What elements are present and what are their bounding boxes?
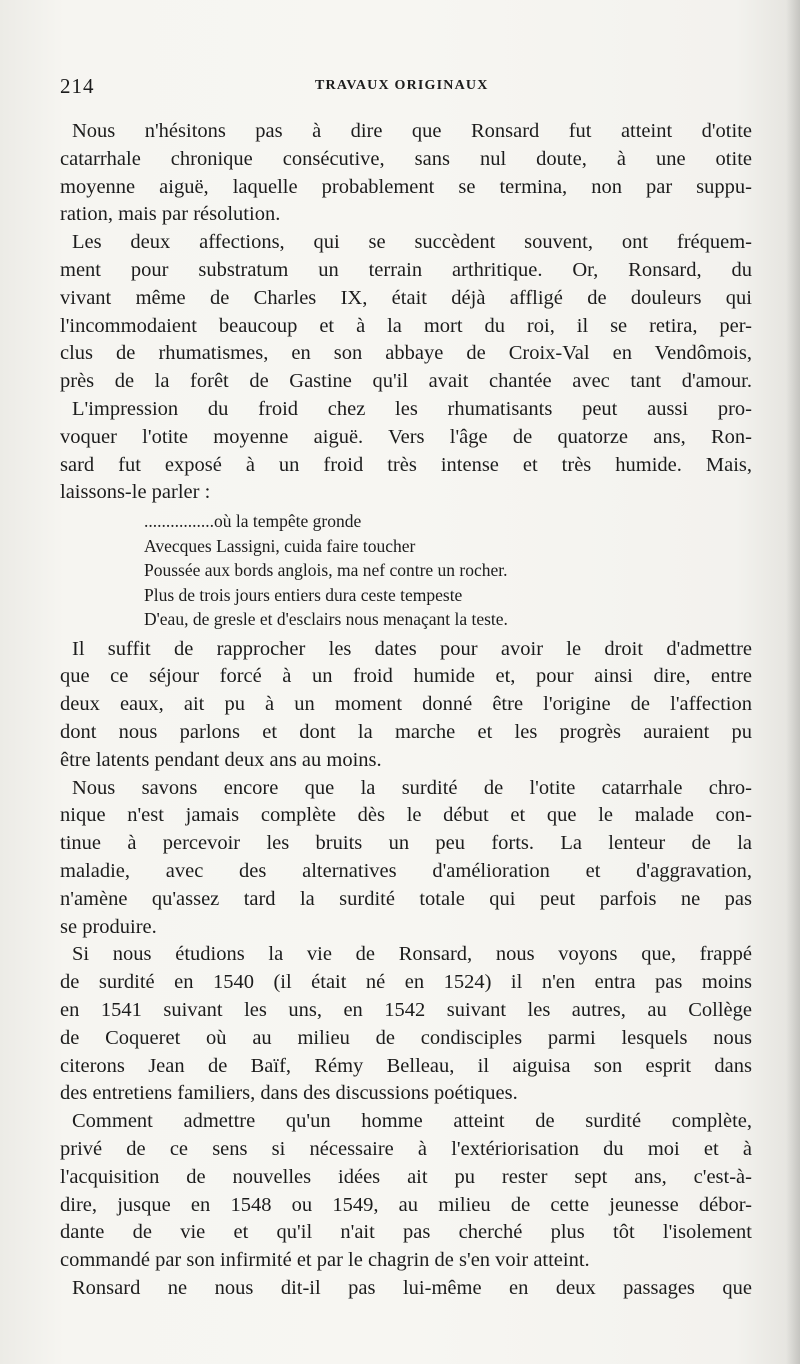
text-line: dante de vie et qu'il n'ait pas cherché plus tôt l'isolement [60, 1221, 752, 1244]
text-line: sard fut exposé à un froid très intense et très humide. Mais, [60, 453, 752, 476]
paragraph-2 [60, 229, 752, 396]
text-line: l'acquisition de nouvelles idées ait pu rester sept ans, c'est-à- [60, 1165, 752, 1188]
text-line: ration, mais par résolution. [60, 203, 281, 226]
paragraph-6 [60, 941, 752, 1108]
text-line: catarrhale chronique consécutive, sans nul doute, à une otite [60, 147, 752, 170]
text-line: Si nous étudions la vie de Ronsard, nous voyons que, frappé [72, 943, 752, 966]
text-line: privé de ce sens si nécessaire à l'extériorisation du moi et à [60, 1138, 752, 1160]
text-line: moyenne aiguë, laquelle probablement se termina, non par suppu- [60, 175, 752, 198]
verse-line: D'eau, de gresle et d'esclairs nous menaçant la teste. [144, 609, 508, 630]
text-line: vivant même de Charles IX, était déjà affligé de douleurs qui [60, 286, 752, 309]
verse-line: Avecques Lassigni, cuida faire toucher [144, 535, 416, 556]
text-line: ment pour substratum un terrain arthritique. Or, Ronsard, du [60, 258, 752, 281]
text-line: clus de rhumatismes, en son abbaye de Croix-Val en Vendômois, [60, 342, 752, 365]
paragraph-7 [60, 1108, 752, 1275]
paragraph-1 [60, 118, 752, 229]
text-line: deux eaux, ait pu à un moment donné être l'origine de l'affection [60, 693, 752, 716]
page-edge-shadow [786, 0, 800, 1364]
text-line: que ce séjour forcé à un froid humide et, pour ainsi dire, entre [60, 665, 752, 688]
text-line: Nous savons encore que la surdité de l'otite catarrhale chro- [72, 776, 752, 799]
text-line: n'amène qu'assez tard la surdité totale qui peut parfois ne pas [60, 887, 752, 910]
text-line: l'incommodaient beaucoup et à la mort du roi, il se retira, per- [60, 314, 752, 337]
verse-line: Poussée aux bords anglois, ma nef contre un rocher. [144, 560, 508, 581]
text-line: des entretiens familiers, dans des discussions poétiques. [60, 1082, 518, 1105]
paragraph-3 [60, 396, 752, 507]
verse-line: Plus de trois jours entiers dura ceste tempeste [144, 584, 463, 605]
text-line: maladie, avec des alternatives d'amélioration et d'aggravation, [60, 860, 752, 883]
text-line: Comment admettre qu'un homme atteint de surdité complète, [72, 1110, 752, 1133]
verse-quotation [60, 509, 752, 632]
text-line: de surdité en 1540 (il était né en 1524) il n'en entra pas moins [60, 971, 752, 994]
paragraph-5 [60, 775, 752, 942]
text-line: commandé par son infirmité et par le chagrin de s'en voir atteint. [60, 1249, 590, 1272]
text-line: L'impression du froid chez les rhumatisants peut aussi pro- [72, 397, 752, 420]
text-line: près de la forêt de Gastine qu'il avait chantée avec tant d'amour. [60, 370, 752, 393]
text-line: se produire. [60, 915, 157, 938]
text-line: de Coqueret où au milieu de condisciples parmi lesquels nous [60, 1026, 752, 1049]
text-line: citerons Jean de Baïf, Rémy Belleau, il aiguisa son esprit dans [60, 1054, 752, 1077]
page-number: 214 [60, 74, 95, 98]
text-line: en 1541 suivant les uns, en 1542 suivant les autres, au Collège [60, 999, 752, 1022]
text-line: nique n'est jamais complète dès le début et que le malade con- [60, 804, 752, 827]
text-line: tinue à percevoir les bruits un peu forts. La lenteur de la [60, 832, 752, 855]
text-line: être latents pendant deux ans au moins. [60, 748, 382, 771]
verse-line: ................où la tempête gronde [144, 511, 362, 532]
page-header [60, 74, 750, 100]
text-line: Ronsard ne nous dit-il pas lui-même en deux passages que [72, 1276, 752, 1299]
text-line: voquer l'otite moyenne aiguë. Vers l'âge de quatorze ans, Ron- [60, 425, 752, 448]
text-line: dont nous parlons et dont la marche et les progrès auraient pu [60, 721, 752, 744]
paragraph-8 [60, 1275, 752, 1303]
running-head: TRAVAUX ORIGINAUX [315, 78, 489, 93]
text-line: Nous n'hésitons pas à dire que Ronsard fut atteint d'otite [72, 120, 752, 142]
paragraph-4 [60, 636, 752, 775]
text-line: Il suffit de rapprocher les dates pour avoir le droit d'admettre [72, 637, 752, 660]
text-line: Les deux affections, qui se succèdent souvent, ont fréquem- [72, 231, 752, 254]
text-line: laissons-le parler : [60, 481, 211, 504]
text-line: dire, jusque en 1548 ou 1549, au milieu de cette jeunesse débor- [60, 1193, 752, 1216]
page-body [60, 118, 752, 1303]
